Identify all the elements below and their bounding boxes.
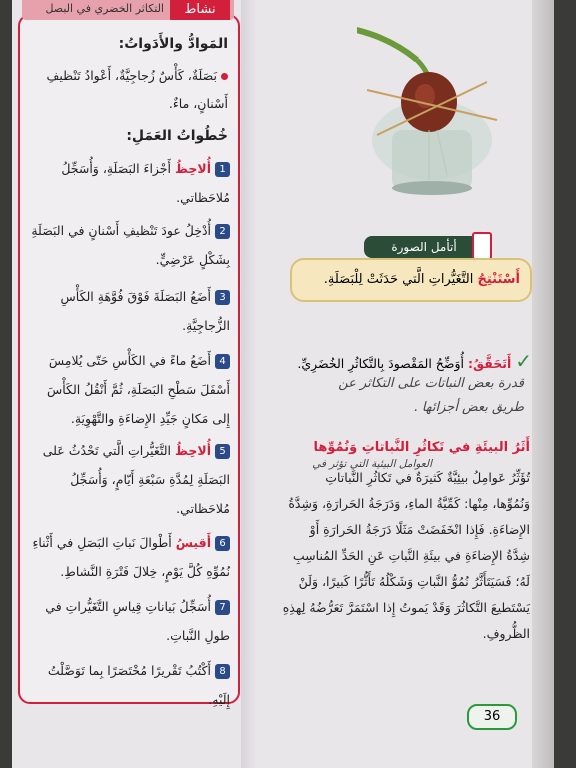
step-7: 7أُسَجِّلُ بَياناتِ قِياسِ التَّغَيُّراتِ في طولِ النَّباتِ. (45, 599, 230, 643)
handwriting-answer-1: قدرة بعض النباتات على التكاثر عن (338, 376, 524, 391)
check-row: ✓أَتَحَقَّقُ: أُوَضِّحُ المَقْصودَ بِالتَّكاثُرِ الخُضَرِيِّ. (297, 349, 532, 373)
step-6: 6أَقيسُ أَطْوالَ نَباتِ البَصَلِ في أَثْناءِ نُمُوِّهِ كُلَّ يَوْمٍ، خِلالَ فَتْرَةِ النَّشاطِ. (32, 535, 230, 579)
textbook-page (12, 0, 554, 768)
handwriting-answer-2: طريق بعض أجزائها . (413, 400, 524, 415)
page-fold-shadow (241, 0, 257, 768)
activity-title-cut: التكاثر الخضري في البصل (45, 2, 164, 15)
body-line-1: تُؤَثِّرُ عَوامِلُ بيئِيَّةٌ كَثيرَةٌ في تَكاثُرِ النَّباتاتِ (325, 470, 530, 485)
body-line-7: الظُّروفِ. (482, 626, 530, 641)
page-number: 36 (467, 704, 517, 730)
step-4: 4أَضَعُ ماءً في الكَأْسِ حَتّى يُلامِسَ أَسْفَلَ سَطْحِ البَصَلَةِ، ثُمَّ أَنْقُلُ الكَأْسَ إِلى مَكانٍ جَيِّدِ الإِضاءَةِ والتَّهْوِيَةِ. (47, 353, 230, 426)
conclude-box: أَسْتَنْتِجُ التَّغَيُّراتِ الَّتي حَدَثَتْ لِلْبَصَلَةِ. (290, 258, 532, 302)
body-line-2: وَنُمُوِّها، مِنْها: كَمِّيَّةُ الماءِ، وَدَرَجَةُ الحَرارَةِ، وَشِدَّةُ (288, 496, 530, 511)
activity-label: نشاط (170, 0, 230, 20)
materials-text-1: بَصَلَةٌ، كَأْسٌ زُجاجِيَّةٌ، أَعْوادُ تَنْظيفِ (32, 62, 228, 90)
body-line-5: لَهُ؛ فَسَيَتَأَثَّرُ نُمُوُّ النَّباتِ وَشَكْلُهُ تَأَثُّرًا كَبيرًا، وَلَنْ (298, 574, 530, 589)
onion-glass-photo (357, 20, 517, 195)
materials-text-2: أَسْنانٍ، ماءٌ. (168, 96, 228, 111)
picture-icon (472, 232, 492, 260)
activity-header-strip (22, 0, 234, 20)
step-8: 8أَكْتُبُ تَقْريرًا مُخْتَصَرًا بِما تَوَصَّلْتُ إِلَيْهِ. (47, 663, 230, 707)
step-3: 3أَضَعُ البَصَلَةَ فَوْقَ فُوَّهَةِ الكَأْسِ الزُّجاجِيَّةِ. (60, 289, 230, 333)
body-paragraph (256, 465, 530, 647)
step-2: 2أُدْخِلُ عودَ تَنْظيفِ أَسْنانٍ في البَصَلَةِ بِشَكْلٍ عَرْضِيٍّ. (31, 223, 230, 267)
step-1: 1أُلاحِظُ أَجْزاءَ البَصَلَةِ، وَأُسَجِّلُ مُلاحَظاتي. (61, 161, 230, 205)
steps-title: خُطُواتُ العَمَلِ: (126, 128, 228, 144)
handwriting-note: العوامل البيئية التي تؤثر في (312, 458, 432, 470)
section-title: أَثَرُ البيئَةِ في تَكاثُرِ النَّباتاتِ وَنُمُوِّها (313, 440, 530, 455)
observe-tab: أتأمل الصورة (364, 236, 484, 258)
checkmark-icon: ✓ (515, 349, 532, 373)
body-line-6: يَسْتَطيعَ التَّكاثُرَ وَقَدْ يَموتُ إِذا اسْتَمَرَّ تَعَرُّضُهُ لِهذِهِ (282, 600, 530, 615)
step-5: 5أُلاحِظُ التَّغَيُّراتِ الَّتي تَحْدُثُ عَلى البَصَلَةِ لِمُدَّةِ سَبْعَةِ أَيّامٍ، وَأُسَجِّلُ مُلاحَظاتي. (42, 443, 230, 516)
body-line-4: شِدَّةُ الإِضاءَةِ في بيئَةِ النَّباتِ عَنِ الحَدِّ المُناسِبِ (292, 548, 530, 563)
materials-title: المَوادُّ والأَدَواتُ: (118, 36, 228, 52)
body-line-3: الإِضاءَةِ. فَإِذا انْخَفَضَتْ مَثَلًا دَرَجَةُ الحَرارَةِ أَوْ (309, 522, 530, 537)
activity-panel (18, 14, 240, 707)
page-edge (532, 0, 554, 768)
bullet-icon (221, 73, 228, 80)
